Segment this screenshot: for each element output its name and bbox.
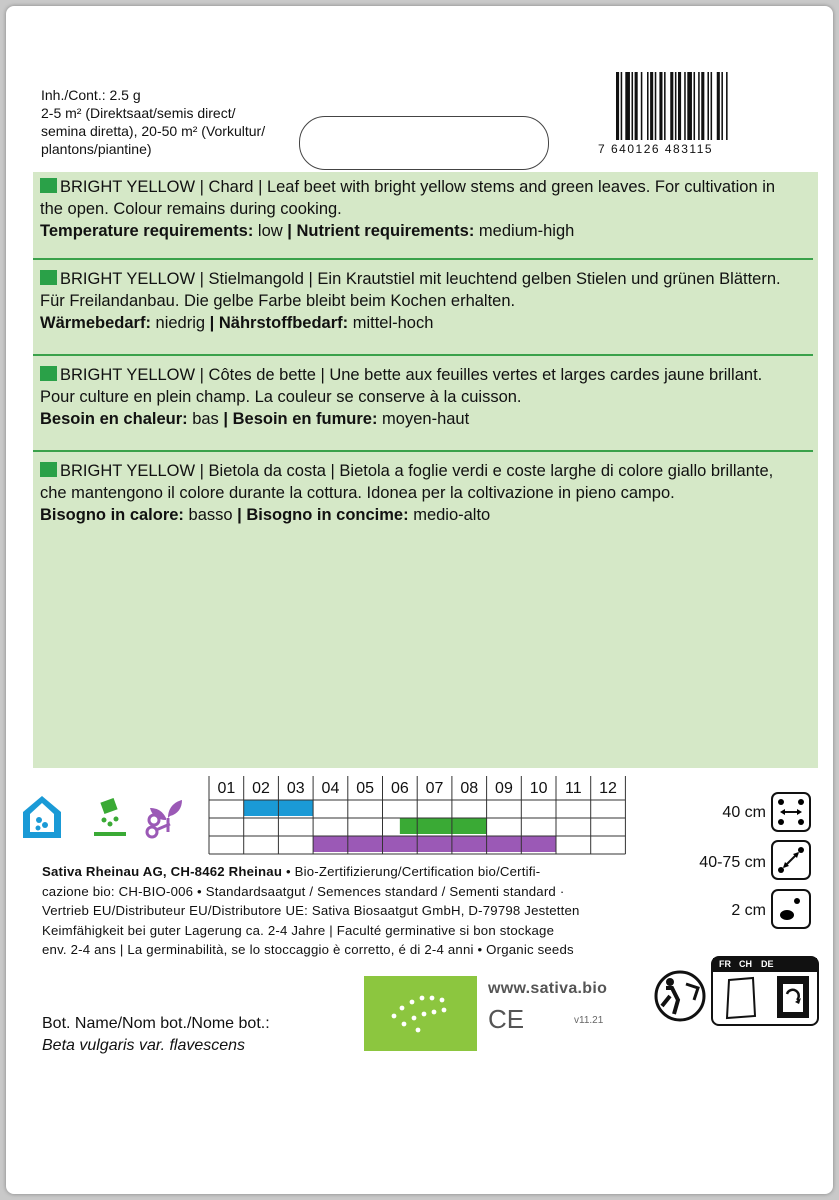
month-label: 07	[425, 780, 444, 797]
green-square-icon	[40, 178, 57, 193]
green-square-icon	[40, 270, 57, 285]
calendar-bar-harvest	[313, 836, 556, 852]
seed-packet-back	[6, 6, 833, 1194]
barcode	[616, 72, 774, 140]
row-spacing-icon	[771, 792, 811, 832]
description-text: BRIGHT YELLOW | Bietola da costa | Bietola a foglie verdi e coste larghe di colore giallo brillante, che mantengono il colore durante la cottura. Idonea per la coltivazione in pieno campo.	[40, 462, 774, 502]
hanging-hole	[299, 116, 549, 170]
botanical-value: Beta vulgaris var. flavescens	[42, 1037, 246, 1054]
company-name: Sativa Rheinau AG, CH-8462 Rheinau	[42, 864, 283, 879]
legal-line: Keimfähigkeit bei guter Lagerung ca. 2-4 Jahre | Faculté germinative si bon stockage	[42, 922, 555, 938]
legal-line: cazione bio: CH-BIO-006 • Standardsaatgut / Semences standard / Sementi standard ·	[42, 883, 565, 899]
ce-mark: CE	[488, 1004, 525, 1034]
sowing-depth-label: 2 cm	[731, 902, 766, 919]
description-text: BRIGHT YELLOW | Stielmangold | Ein Krautstiel mit leuchtend gelben Stielen und grünen Blättern. Für Freilandanbau. Die gelbe Farbe bleibt beim Kochen erhalten.	[40, 270, 781, 310]
legal-info	[42, 862, 642, 960]
description-fr	[40, 364, 800, 430]
month-label: 06	[390, 780, 409, 797]
sowing-depth-icon	[771, 889, 811, 929]
content-line: 2-5 m² (Direktsaat/semis direct/	[41, 105, 236, 121]
barcode-number: 7 640126 483115	[598, 142, 714, 156]
month-label: 08	[460, 780, 479, 797]
month-label: 03	[286, 780, 305, 797]
country-label: CH	[739, 959, 752, 969]
harvest-scissors-icon	[140, 796, 188, 842]
green-square-icon	[40, 366, 57, 381]
requirement-label: Bisogno in calore:	[40, 506, 184, 524]
month-label: 02	[252, 780, 270, 797]
requirement-label: | Bisogno in concime:	[237, 506, 409, 524]
version-label: v11.21	[574, 1015, 604, 1026]
country-label: FR	[719, 959, 731, 969]
website-link[interactable]: www.sativa.bio	[488, 980, 608, 997]
divider	[33, 450, 813, 452]
country-label: DE	[761, 959, 774, 969]
month-label: 12	[599, 780, 617, 797]
description-it	[40, 460, 800, 526]
requirement-value: niedrig	[150, 314, 210, 332]
botanical-label: Bot. Name/Nom bot./Nome bot.:	[42, 1015, 270, 1032]
requirement-value: basso	[183, 506, 238, 524]
requirement-value: bas	[187, 410, 224, 428]
content-line: Inh./Cont.: 2.5 g	[41, 87, 141, 103]
month-label: 05	[356, 780, 375, 797]
house-seed-icon	[21, 794, 63, 840]
description-en	[40, 176, 800, 242]
eu-organic-logo	[364, 976, 477, 1051]
recycle-sorting-box	[711, 956, 819, 1026]
content-line: semina diretta), 20-50 m² (Vorkultur/	[41, 123, 266, 139]
month-label: 11	[565, 780, 582, 797]
legal-line: • Bio-Zertifizierung/Certification bio/Certifi-	[282, 864, 541, 879]
row-spacing-label: 40 cm	[722, 804, 766, 821]
legal-line: Vertrieb EU/Distributeur EU/Distributore UE: Sativa Biosaatgut GmbH, D-79798 Jestetten	[42, 903, 580, 918]
month-label: 04	[321, 780, 340, 797]
divider	[33, 258, 813, 260]
requirement-value: medio-alto	[408, 506, 491, 524]
month-label: 10	[529, 780, 548, 797]
requirement-label: | Nährstoffbedarf:	[209, 314, 349, 332]
content-info	[41, 86, 265, 158]
requirement-label: Wärmebedarf:	[40, 314, 151, 332]
requirement-label: | Besoin en fumure:	[223, 410, 378, 428]
divider	[33, 354, 813, 356]
bin-icon	[775, 974, 811, 1020]
description-de	[40, 268, 800, 334]
green-square-icon	[40, 462, 57, 477]
botanical-name	[42, 1013, 270, 1057]
requirement-label: Temperature requirements:	[40, 222, 254, 240]
content-line: plantons/piantine)	[41, 141, 152, 157]
calendar-bar-outdoor	[400, 818, 487, 834]
legal-line: env. 2-4 ans | La germinabilità, se lo stoccaggio è corretto, é di 2-4 anni • Organic seeds	[42, 942, 574, 957]
plant-spacing-label: 40-75 cm	[699, 854, 766, 871]
description-text: BRIGHT YELLOW | Côtes de bette | Une bette aux feuilles vertes et larges cardes jaune brillant. Pour culture en plein champ. La couleur se conserve à la cuisson.	[40, 366, 763, 406]
requirement-value: medium-high	[474, 222, 575, 240]
field-seed-icon	[90, 798, 130, 840]
packet-icon	[723, 976, 759, 1020]
requirement-label: | Nutrient requirements:	[287, 222, 475, 240]
month-label: 09	[495, 780, 513, 797]
requirement-value: moyen-haut	[377, 410, 470, 428]
requirement-value: mittel-hoch	[348, 314, 434, 332]
requirement-label: Besoin en chaleur:	[40, 410, 188, 428]
requirement-value: low	[253, 222, 288, 240]
month-label: 01	[217, 780, 236, 797]
triman-recycle-icon	[652, 966, 708, 1024]
description-text: BRIGHT YELLOW | Chard | Leaf beet with bright yellow stems and green leaves. For cultivation in the open. Colour remains during cooking.	[40, 178, 776, 218]
plant-spacing-icon	[771, 840, 811, 880]
sowing-calendar	[206, 776, 626, 856]
